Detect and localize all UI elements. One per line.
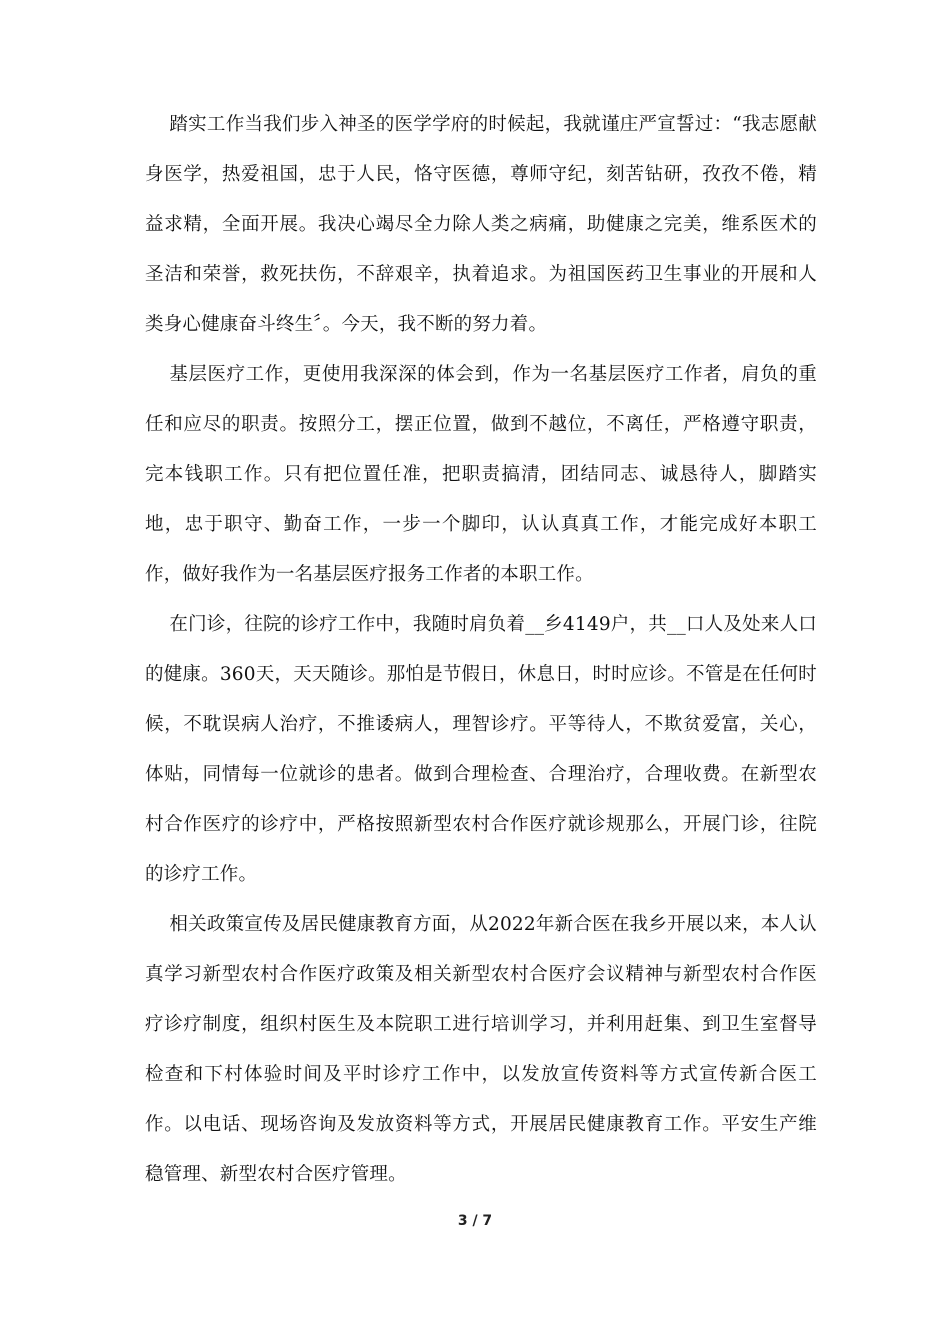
paragraph-3: 在门诊，往院的诊疗工作中，我随时肩负着__乡4149户，共__口人及处来人口的健康。360天，天天随诊。那怕是节假日，休息日，时时应诊。不管是在任何时候，不耽误病人治疗，不推诿病人，理智诊疗。平等待人，不欺贫爱富，关心，体贴，同情每一位就诊的患者。做到合理检查、合理治疗，合理收费。在新型农村合作医疗的诊疗中，严格按照新型农村合作医疗就诊规那么，开展门诊，往院的诊疗工作。: [145, 614, 817, 885]
paragraph-4: 相关政策宣传及居民健康教育方面，从2022年新合医在我乡开展以来，本人认真学习新型农村合作医疗政策及相关新型农村合医疗会议精神与新型农村合作医疗诊疗制度，组织村医生及本院职工进行培训学习，并利用赶集、到卫生室督导检查和下村体验时间及平时诊疗工作中，以发放宣传资料等方式宣传新合医工作。以电话、现场咨询及发放资料等方式，开展居民健康教育工作。平安生产维稳管理、新型农村合医疗管理。: [145, 914, 817, 1185]
paragraph-1: 踏实工作当我们步入神圣的医学学府的时候起，我就谨庄严宣誓过：“我志愿献身医学，热爱祖国，忠于人民，恪守医德，尊师守纪，刻苦钻研，孜孜不倦，精益求精，全面开展。我决心竭尽全力除人类之病痛，助健康之完美，维系医术的圣洁和荣誉，救死扶伤，不辞艰辛，执着追求。为祖国医药卫生事业的开展和人类身心健康奋斗终生〞。今天，我不断的努力着。: [145, 114, 817, 335]
page-number: 3 / 7: [457, 1213, 493, 1229]
document-body: [145, 100, 817, 1200]
paragraph-2: 基层医疗工作，更使用我深深的体会到，作为一名基层医疗工作者，肩负的重任和应尽的职责。按照分工，摆正位置，做到不越位，不离任，严格遵守职责，完本钱职工作。只有把位置任准，把职责搞清，团结同志、诚恳待人，脚踏实地，忠于职守、勤奋工作，一步一个脚印，认认真真工作，才能完成好本职工作，做好我作为一名基层医疗报务工作者的本职工作。: [145, 364, 817, 585]
